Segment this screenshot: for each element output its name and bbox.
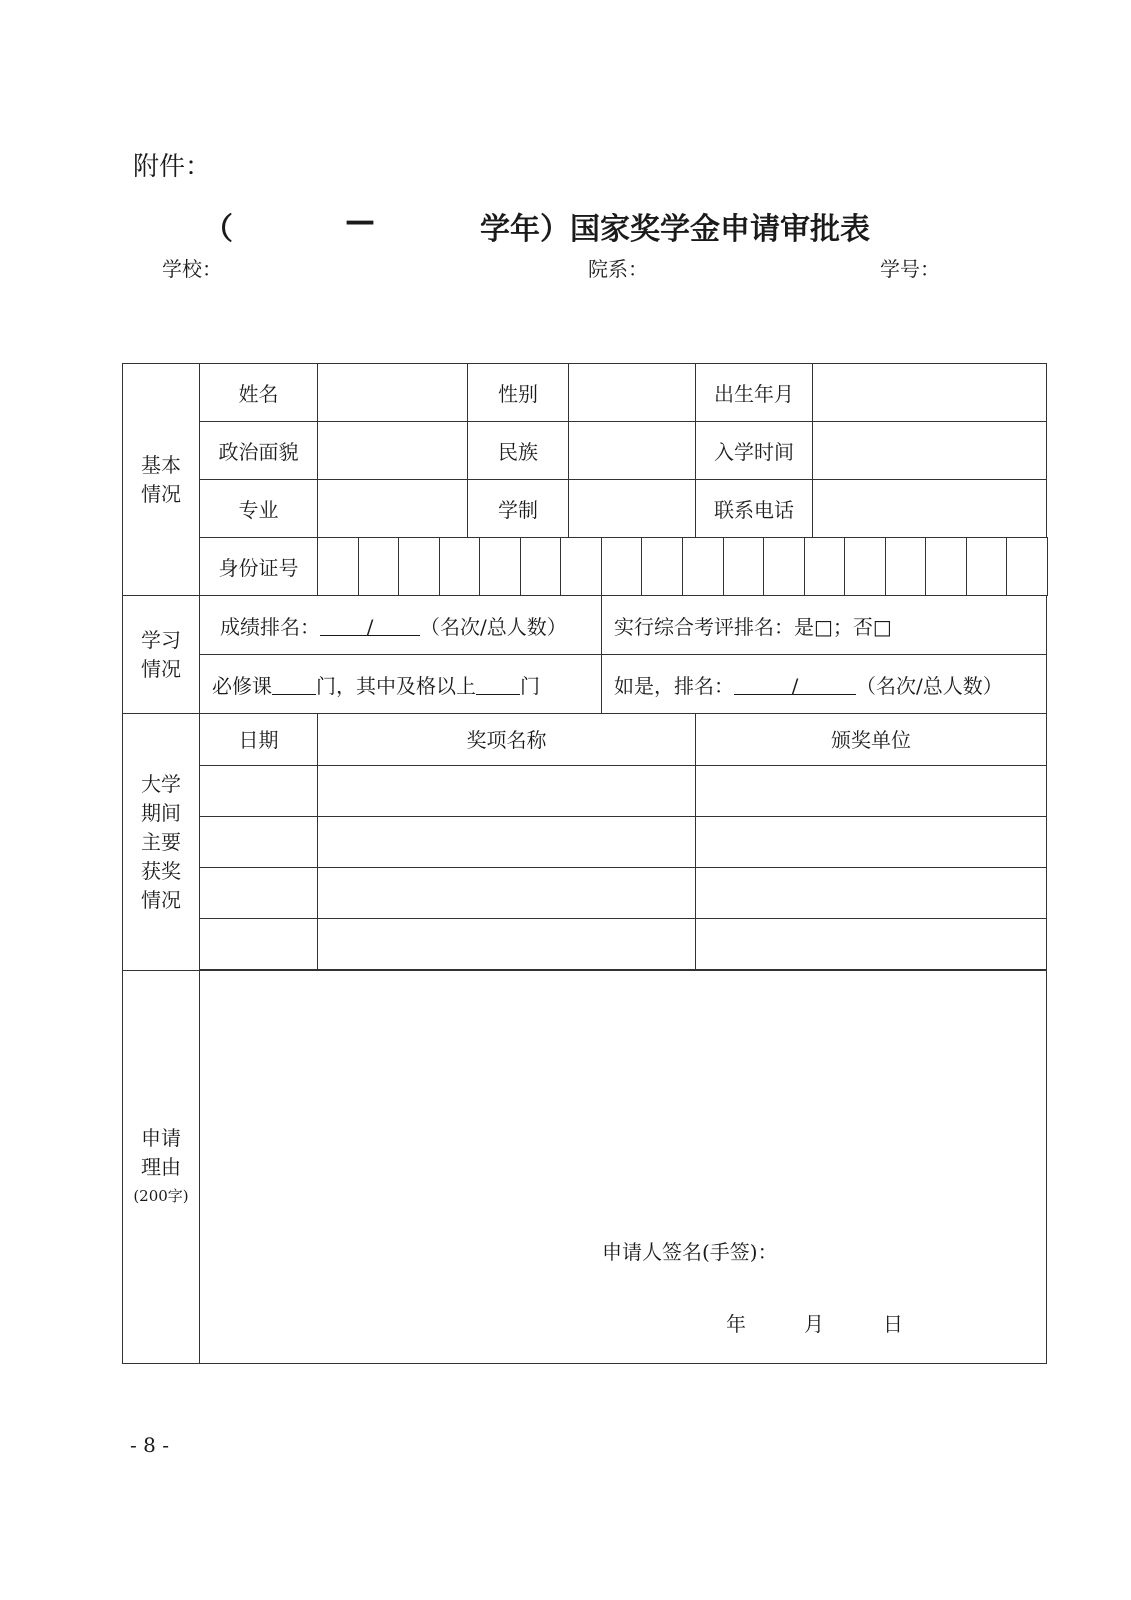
award-unit-cell[interactable] — [695, 918, 1047, 970]
award-name-cell[interactable] — [317, 816, 696, 868]
reason-field[interactable] — [199, 970, 1047, 1364]
title-open-paren: （ — [203, 212, 233, 247]
award-date-cell[interactable] — [199, 765, 318, 817]
award-date-cell[interactable] — [199, 816, 318, 868]
ethnicity-label: 民族 — [467, 421, 569, 480]
basic-section-line-1: 基本 — [141, 452, 181, 477]
required-courses-blank[interactable] — [272, 674, 316, 695]
applicant-signature-label: 申请人签名(手签)： — [602, 1240, 778, 1264]
awards-section-line-4: 获奖 — [141, 858, 181, 883]
id-digit-cell[interactable] — [479, 537, 521, 596]
grade-rank-label: 成绩排名： — [220, 614, 320, 639]
study-section-line-2: 情况 — [141, 656, 181, 681]
id-digit-cell[interactable] — [804, 537, 846, 596]
id-digit-cell[interactable] — [682, 537, 724, 596]
awards-header-unit: 颁奖单位 — [695, 713, 1047, 766]
awards-section-line-1: 大学 — [141, 771, 181, 796]
awards-header-name: 奖项名称 — [317, 713, 696, 766]
ethnicity-field[interactable] — [568, 421, 696, 480]
id-number-label: 身份证号 — [199, 537, 318, 596]
birth-label: 出生年月 — [695, 363, 813, 422]
gender-label: 性别 — [467, 363, 569, 422]
id-digit-cell[interactable] — [601, 537, 643, 596]
annex-label: 附件： — [133, 152, 212, 182]
award-unit-cell[interactable] — [695, 765, 1047, 817]
award-name-cell[interactable] — [317, 918, 696, 970]
award-date-cell[interactable] — [199, 918, 318, 970]
awards-section-line-3: 主要 — [141, 829, 181, 854]
basic-section-line-2: 情况 — [141, 481, 181, 506]
phone-field[interactable] — [812, 479, 1047, 538]
required-courses-label-c: 门 — [520, 673, 540, 698]
awards-section-line-2: 期间 — [141, 800, 181, 825]
awards-section-line-5: 情况 — [141, 887, 181, 912]
comprehensive-cell[interactable] — [601, 595, 1047, 655]
id-digit-cell[interactable] — [398, 537, 440, 596]
phone-label: 联系电话 — [695, 479, 813, 538]
id-digit-cell[interactable] — [520, 537, 562, 596]
comprehensive-label: 实行综合考评排名：是□；否□ — [614, 614, 892, 639]
id-digit-cell[interactable] — [925, 537, 967, 596]
grade-rank-slash: / — [366, 614, 374, 639]
id-digit-cell[interactable] — [966, 537, 1008, 596]
award-date-cell[interactable] — [199, 867, 318, 919]
id-digit-cell[interactable] — [358, 537, 400, 596]
name-field[interactable] — [317, 363, 468, 422]
enroll-time-field[interactable] — [812, 421, 1047, 480]
school-label: 学校： — [162, 257, 222, 281]
major-field[interactable] — [317, 479, 468, 538]
gender-field[interactable] — [568, 363, 696, 422]
id-digit-cell[interactable] — [763, 537, 805, 596]
id-digit-cell[interactable] — [317, 537, 359, 596]
department-label: 院系： — [588, 257, 648, 281]
required-courses-cell — [199, 654, 602, 714]
id-digit-cell[interactable] — [723, 537, 765, 596]
study-section-label — [122, 595, 200, 714]
grade-rank-blank[interactable] — [320, 614, 420, 639]
id-digit-cell[interactable] — [560, 537, 602, 596]
passed-courses-blank[interactable] — [476, 674, 520, 695]
if-yes-slash: / — [791, 673, 799, 698]
id-digit-cell[interactable] — [641, 537, 683, 596]
if-yes-label: 如是，排名： — [614, 673, 734, 698]
award-name-cell[interactable] — [317, 765, 696, 817]
study-section-line-1: 学习 — [141, 627, 181, 652]
page-number: - 8 - — [130, 1433, 169, 1457]
date-month-label: 月 — [804, 1312, 824, 1336]
reason-word-limit: (200字) — [133, 1186, 189, 1205]
grade-rank-note: （名次/总人数） — [420, 614, 567, 639]
if-yes-note: （名次/总人数） — [856, 673, 1003, 698]
if-yes-rank-blank[interactable] — [734, 673, 856, 698]
awards-header-date: 日期 — [199, 713, 318, 766]
reason-section-line-2: 理由 — [141, 1154, 181, 1179]
if-yes-rank-cell — [601, 654, 1047, 714]
award-unit-cell[interactable] — [695, 867, 1047, 919]
basic-section-label — [122, 363, 200, 596]
political-field[interactable] — [317, 421, 468, 480]
grade-rank-cell — [199, 595, 602, 655]
reason-section-label — [122, 970, 200, 1364]
award-name-cell[interactable] — [317, 867, 696, 919]
id-digit-cell[interactable] — [1006, 537, 1048, 596]
name-label: 姓名 — [199, 363, 318, 422]
date-year-label: 年 — [726, 1312, 746, 1336]
major-label: 专业 — [199, 479, 318, 538]
page-title: 学年）国家奖学金申请审批表 — [480, 212, 870, 247]
award-unit-cell[interactable] — [695, 816, 1047, 868]
political-label: 政治面貌 — [199, 421, 318, 480]
id-digit-cell[interactable] — [885, 537, 927, 596]
id-digit-cell[interactable] — [844, 537, 886, 596]
required-courses-label-a: 必修课 — [212, 673, 272, 698]
title-dash: — — [345, 204, 375, 239]
enroll-time-label: 入学时间 — [695, 421, 813, 480]
awards-section-label — [122, 713, 200, 971]
reason-section-line-1: 申请 — [141, 1125, 181, 1150]
birth-field[interactable] — [812, 363, 1047, 422]
student-id-label: 学号： — [880, 257, 940, 281]
id-digit-cell[interactable] — [439, 537, 481, 596]
schooling-length-field[interactable] — [568, 479, 696, 538]
schooling-length-label: 学制 — [467, 479, 569, 538]
required-courses-label-b: 门，其中及格以上 — [316, 673, 476, 698]
date-day-label: 日 — [883, 1312, 903, 1336]
